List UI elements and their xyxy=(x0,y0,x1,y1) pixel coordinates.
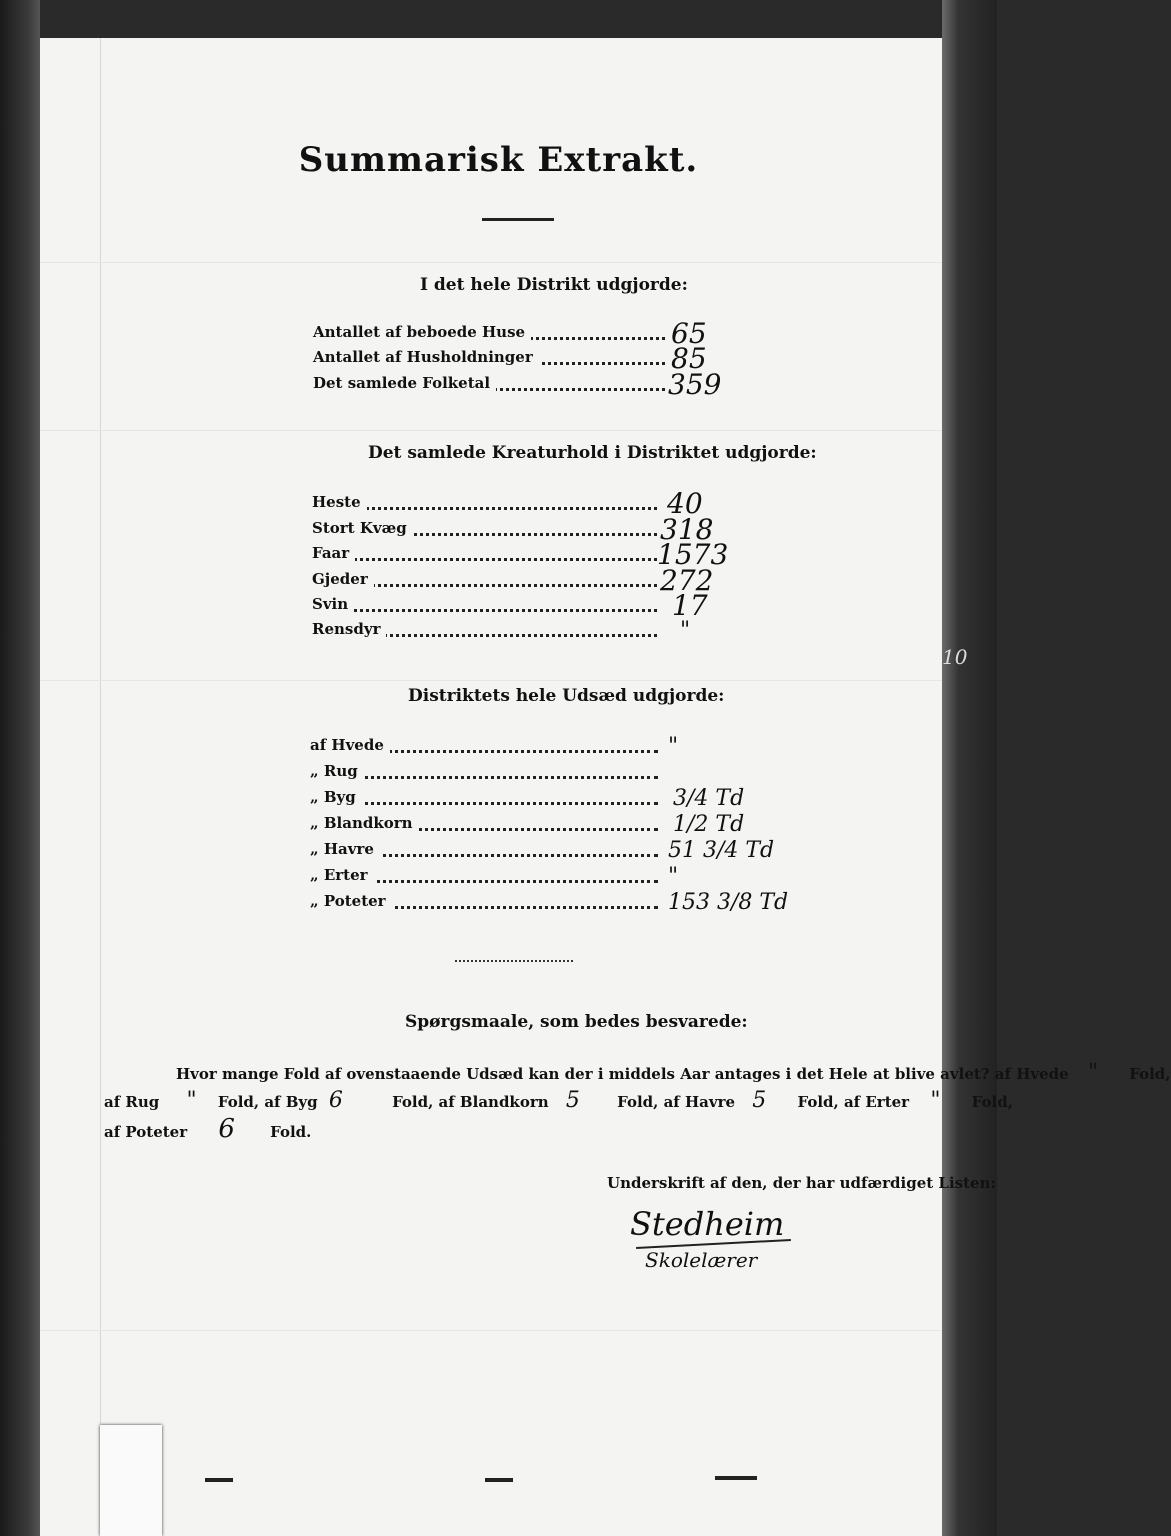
row-label: Antallet af beboede Huse xyxy=(313,323,531,341)
signature-title: Skolelærer xyxy=(645,1248,758,1272)
row-havre xyxy=(310,838,775,864)
edge-mark xyxy=(715,1476,757,1480)
question-line-2 xyxy=(104,1088,1013,1113)
row-value: 359 xyxy=(668,368,722,401)
section2-heading: Det samlede Kreaturhold i Distriktet udgjorde: xyxy=(368,443,817,463)
row-value: 3/4 Td xyxy=(673,786,745,811)
row-label: „ Byg xyxy=(310,788,362,806)
row-poteter xyxy=(310,890,789,916)
row-rensdyr xyxy=(312,618,691,644)
row-value: 65 xyxy=(671,317,707,350)
fold-label: Fold, xyxy=(1129,1065,1171,1083)
erter-fold-value: " xyxy=(930,1088,941,1113)
poteter-fold-value: 6 xyxy=(218,1114,235,1144)
row-stort-kvaeg xyxy=(312,513,714,546)
row-label: „ Poteter xyxy=(310,892,392,910)
binding-shadow xyxy=(0,0,40,1536)
signature-label: Underskrift af den, der har udfærdiget Listen: xyxy=(607,1174,996,1192)
row-label: Rensdyr xyxy=(312,620,386,638)
row-value: 1/2 Td xyxy=(673,812,745,837)
byg-label: Fold, af Byg xyxy=(217,1093,318,1111)
row-label: Heste xyxy=(312,493,367,511)
section-divider xyxy=(455,960,573,962)
row-label: Det samlede Folketal xyxy=(313,374,496,392)
row-huse xyxy=(313,317,707,350)
row-value: " xyxy=(668,734,679,759)
row-value: 51 3/4 Td xyxy=(668,838,775,863)
row-label: „ Erter xyxy=(310,866,374,884)
edge-mark xyxy=(485,1478,513,1482)
section3-heading: Distriktets hele Udsæd udgjorde: xyxy=(408,686,725,706)
havre-fold-value: 5 xyxy=(752,1088,767,1113)
row-label: Stort Kvæg xyxy=(312,519,413,537)
adjacent-page-edge xyxy=(942,0,997,1536)
fold-label: Fold. xyxy=(270,1123,312,1141)
question-line-1 xyxy=(176,1060,1171,1085)
rug-label: af Rug xyxy=(104,1093,160,1111)
row-label: Antallet af Husholdninger xyxy=(313,348,539,366)
row-label: „ Rug xyxy=(310,762,364,780)
erter-label: Fold, af Erter xyxy=(797,1093,910,1111)
questions-heading: Spørgsmaale, som bedes besvarede: xyxy=(405,1012,748,1032)
row-husholdninger xyxy=(313,342,707,375)
blandkorn-fold-value: 5 xyxy=(565,1088,580,1113)
row-folketal xyxy=(313,368,722,401)
row-value: 17 xyxy=(672,589,708,622)
fold-label: Fold, xyxy=(971,1093,1013,1111)
row-value: " xyxy=(668,864,679,889)
row-byg xyxy=(310,786,745,812)
row-hvede xyxy=(310,734,679,760)
row-label: Faar xyxy=(312,544,355,562)
row-value: 85 xyxy=(671,342,707,375)
ruled-line xyxy=(40,680,942,681)
row-erter xyxy=(310,864,679,890)
hvede-fold-value: " xyxy=(1087,1060,1099,1085)
edge-mark xyxy=(205,1478,233,1482)
row-value: 318 xyxy=(660,513,714,546)
havre-label: Fold, af Havre xyxy=(617,1093,736,1111)
rug-fold-value: " xyxy=(186,1088,197,1113)
row-rug xyxy=(310,762,658,786)
row-value: 153 3/8 Td xyxy=(668,890,789,915)
row-label: „ Havre xyxy=(310,840,380,858)
row-label: Svin xyxy=(312,595,354,613)
row-label: Gjeder xyxy=(312,570,374,588)
row-value: 40 xyxy=(667,487,703,520)
row-label: „ Blandkorn xyxy=(310,814,419,832)
ruled-line xyxy=(40,1330,942,1331)
byg-fold-value: 6 xyxy=(328,1088,343,1113)
paper-scrap xyxy=(100,1425,162,1536)
signature-name: Stedheim xyxy=(630,1205,785,1243)
blandkorn-label: Fold, af Blandkorn xyxy=(392,1093,549,1111)
row-value: " xyxy=(680,618,691,643)
page-title: Summarisk Extrakt. xyxy=(298,140,699,180)
title-divider xyxy=(482,218,554,221)
ruled-line xyxy=(40,262,942,263)
question-text: Hvor mange Fold af ovenstaaende Udsæd kan der i middels Aar antages i det Hele at blive avlet? af Hvede xyxy=(176,1065,1069,1083)
question-line-3 xyxy=(104,1114,311,1144)
section1-heading: I det hele Distrikt udgjorde: xyxy=(420,275,688,295)
row-svin xyxy=(312,589,708,622)
row-gjeder xyxy=(312,564,714,597)
row-blandkorn xyxy=(310,812,745,838)
ruled-line xyxy=(40,430,942,431)
row-value: 272 xyxy=(660,564,714,597)
row-label: af Hvede xyxy=(310,736,390,754)
row-faar xyxy=(312,538,729,571)
poteter-label: af Poteter xyxy=(104,1123,188,1141)
row-value: 1573 xyxy=(657,538,729,571)
row-heste xyxy=(312,487,703,520)
margin-note: 10 xyxy=(942,645,968,669)
